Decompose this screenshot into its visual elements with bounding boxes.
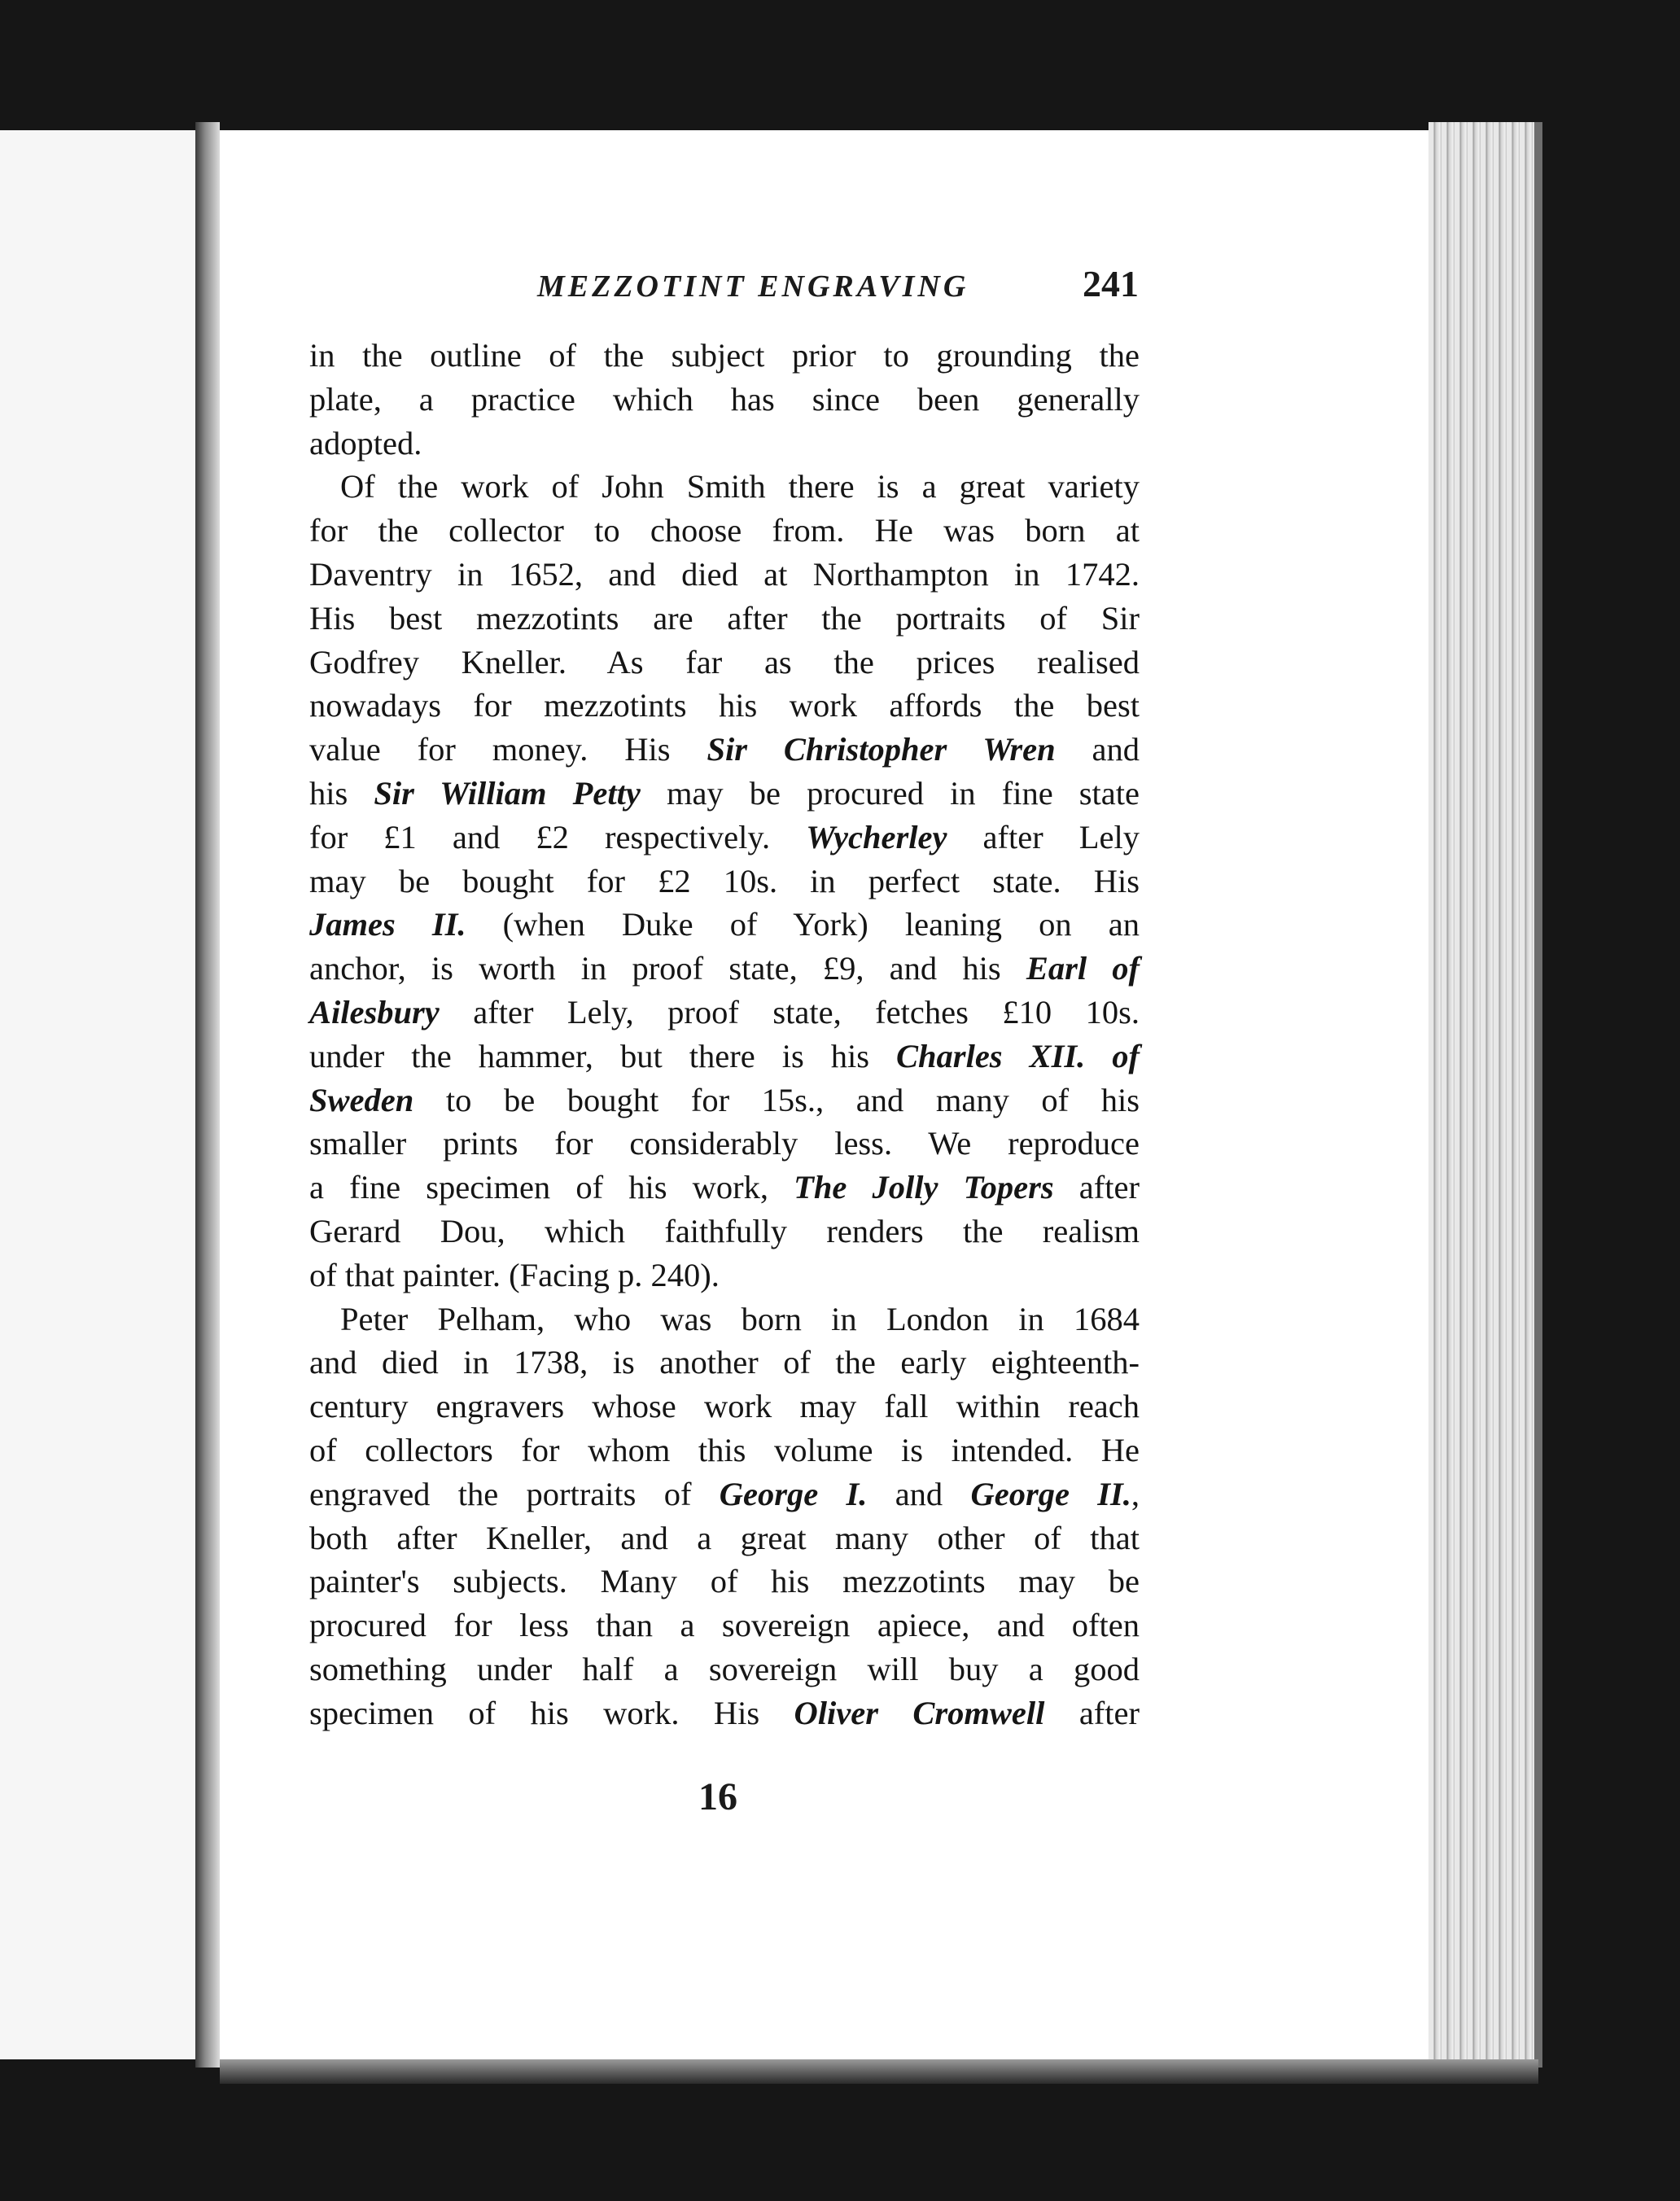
body-text [309,334,1140,1735]
text-line: something under half a sovereign will buy a good [309,1650,1140,1687]
text-run: (when Duke of York) leaning on an [466,906,1140,943]
text-run: and [867,1475,971,1512]
text-line: plate, a practice which has since been generally [309,380,1140,418]
text-line: of that painter. (Facing p. 240). [309,1256,720,1293]
italic-title: James II. [309,906,466,943]
text-run: under the hammer, but there is his [309,1037,897,1074]
page-edges [1428,122,1542,2068]
text-run: value for money. His [309,731,707,768]
text-line: painter's subjects. Many of his mezzotints may be [309,1563,1140,1600]
text-run: anchor, is worth in proof state, £9, and his [309,950,1026,987]
facing-page [0,130,200,2059]
italic-title: Sweden [309,1081,414,1118]
text-line [309,991,1140,1035]
text-line [309,903,1140,947]
text-line [309,1035,1140,1079]
italic-title: Sir William Petty [374,774,641,812]
italic-title: The Jolly Topers [794,1169,1054,1206]
text-line: nowadays for mezzotints his work affords the best [309,687,1140,724]
text-line [309,947,1140,991]
text-line: procured for less than a sovereign apiece, and often [309,1607,1140,1644]
italic-title: Oliver Cromwell [794,1694,1045,1731]
text-line: may be bought for £2 10s. in perfect state. His [309,862,1140,899]
book-gutter [195,122,220,2068]
italic-title: Charles XII. of [896,1037,1140,1074]
text-run: after Lely [947,818,1140,855]
text-run: , [1131,1475,1140,1512]
italic-title: Wycherley [806,818,947,855]
text-run: after [1053,1169,1140,1206]
italic-title: George I. [719,1475,868,1512]
text-line: Gerard Dou, which faithfully renders the realism [309,1212,1140,1249]
text-line: in the outline of the subject prior to grounding the [309,337,1140,374]
text-line [309,1166,1140,1210]
running-head: MEZZOTINT ENGRAVING [537,269,969,304]
signature-mark: 16 [698,1775,737,1818]
text-line [309,816,1140,860]
text-run: to be bought for 15s., and many of his [413,1081,1140,1118]
text-line: and died in 1738, is another of the early eighteenth- [309,1344,1140,1381]
text-line: Daventry in 1652, and died at Northampton in 1742. [309,555,1140,593]
text-run: may be procured in fine state [640,774,1140,812]
text-run: specimen of his work. His [309,1694,794,1731]
text-line: both after Kneller, and a great many other of that [309,1519,1140,1556]
italic-title: Ailesbury [309,993,440,1030]
italic-title: Earl of [1026,950,1140,987]
text-run: and [1055,731,1140,768]
page-bottom-shadow [220,2059,1538,2084]
text-line [309,1472,1140,1516]
paragraph-first-line: Peter Pelham, who was born in London in 1684 [340,1300,1140,1337]
text-line: His best mezzotints are after the portraits of Sir [309,599,1140,637]
paragraph-first-line: Of the work of John Smith there is a great variety [340,468,1140,505]
text-line [309,1691,1140,1735]
text-line: century engravers whose work may fall within reach [309,1388,1140,1425]
page-number: 241 [1083,263,1139,304]
text-line: for the collector to choose from. He was born at [309,512,1140,549]
text-line [309,772,1140,816]
text-line: of collectors for whom this volume is intended. He [309,1431,1140,1468]
italic-title: Sir Christopher Wren [707,731,1056,768]
text-run: a fine specimen of his work, [309,1169,794,1206]
italic-title: George II. [970,1475,1131,1512]
text-line: Godfrey Kneller. As far as the prices realised [309,643,1140,680]
text-run: his [309,774,374,812]
text-run: for £1 and £2 respectively. [309,818,807,855]
text-run: engraved the portraits of [309,1475,720,1512]
text-line: smaller prints for considerably less. We reproduce [309,1125,1140,1162]
text-line [309,728,1140,772]
text-line [309,1079,1140,1122]
text-run: after Lely, proof state, fetches £10 10s. [439,993,1140,1030]
text-line: adopted. [309,424,422,462]
text-run: after [1044,1694,1140,1731]
